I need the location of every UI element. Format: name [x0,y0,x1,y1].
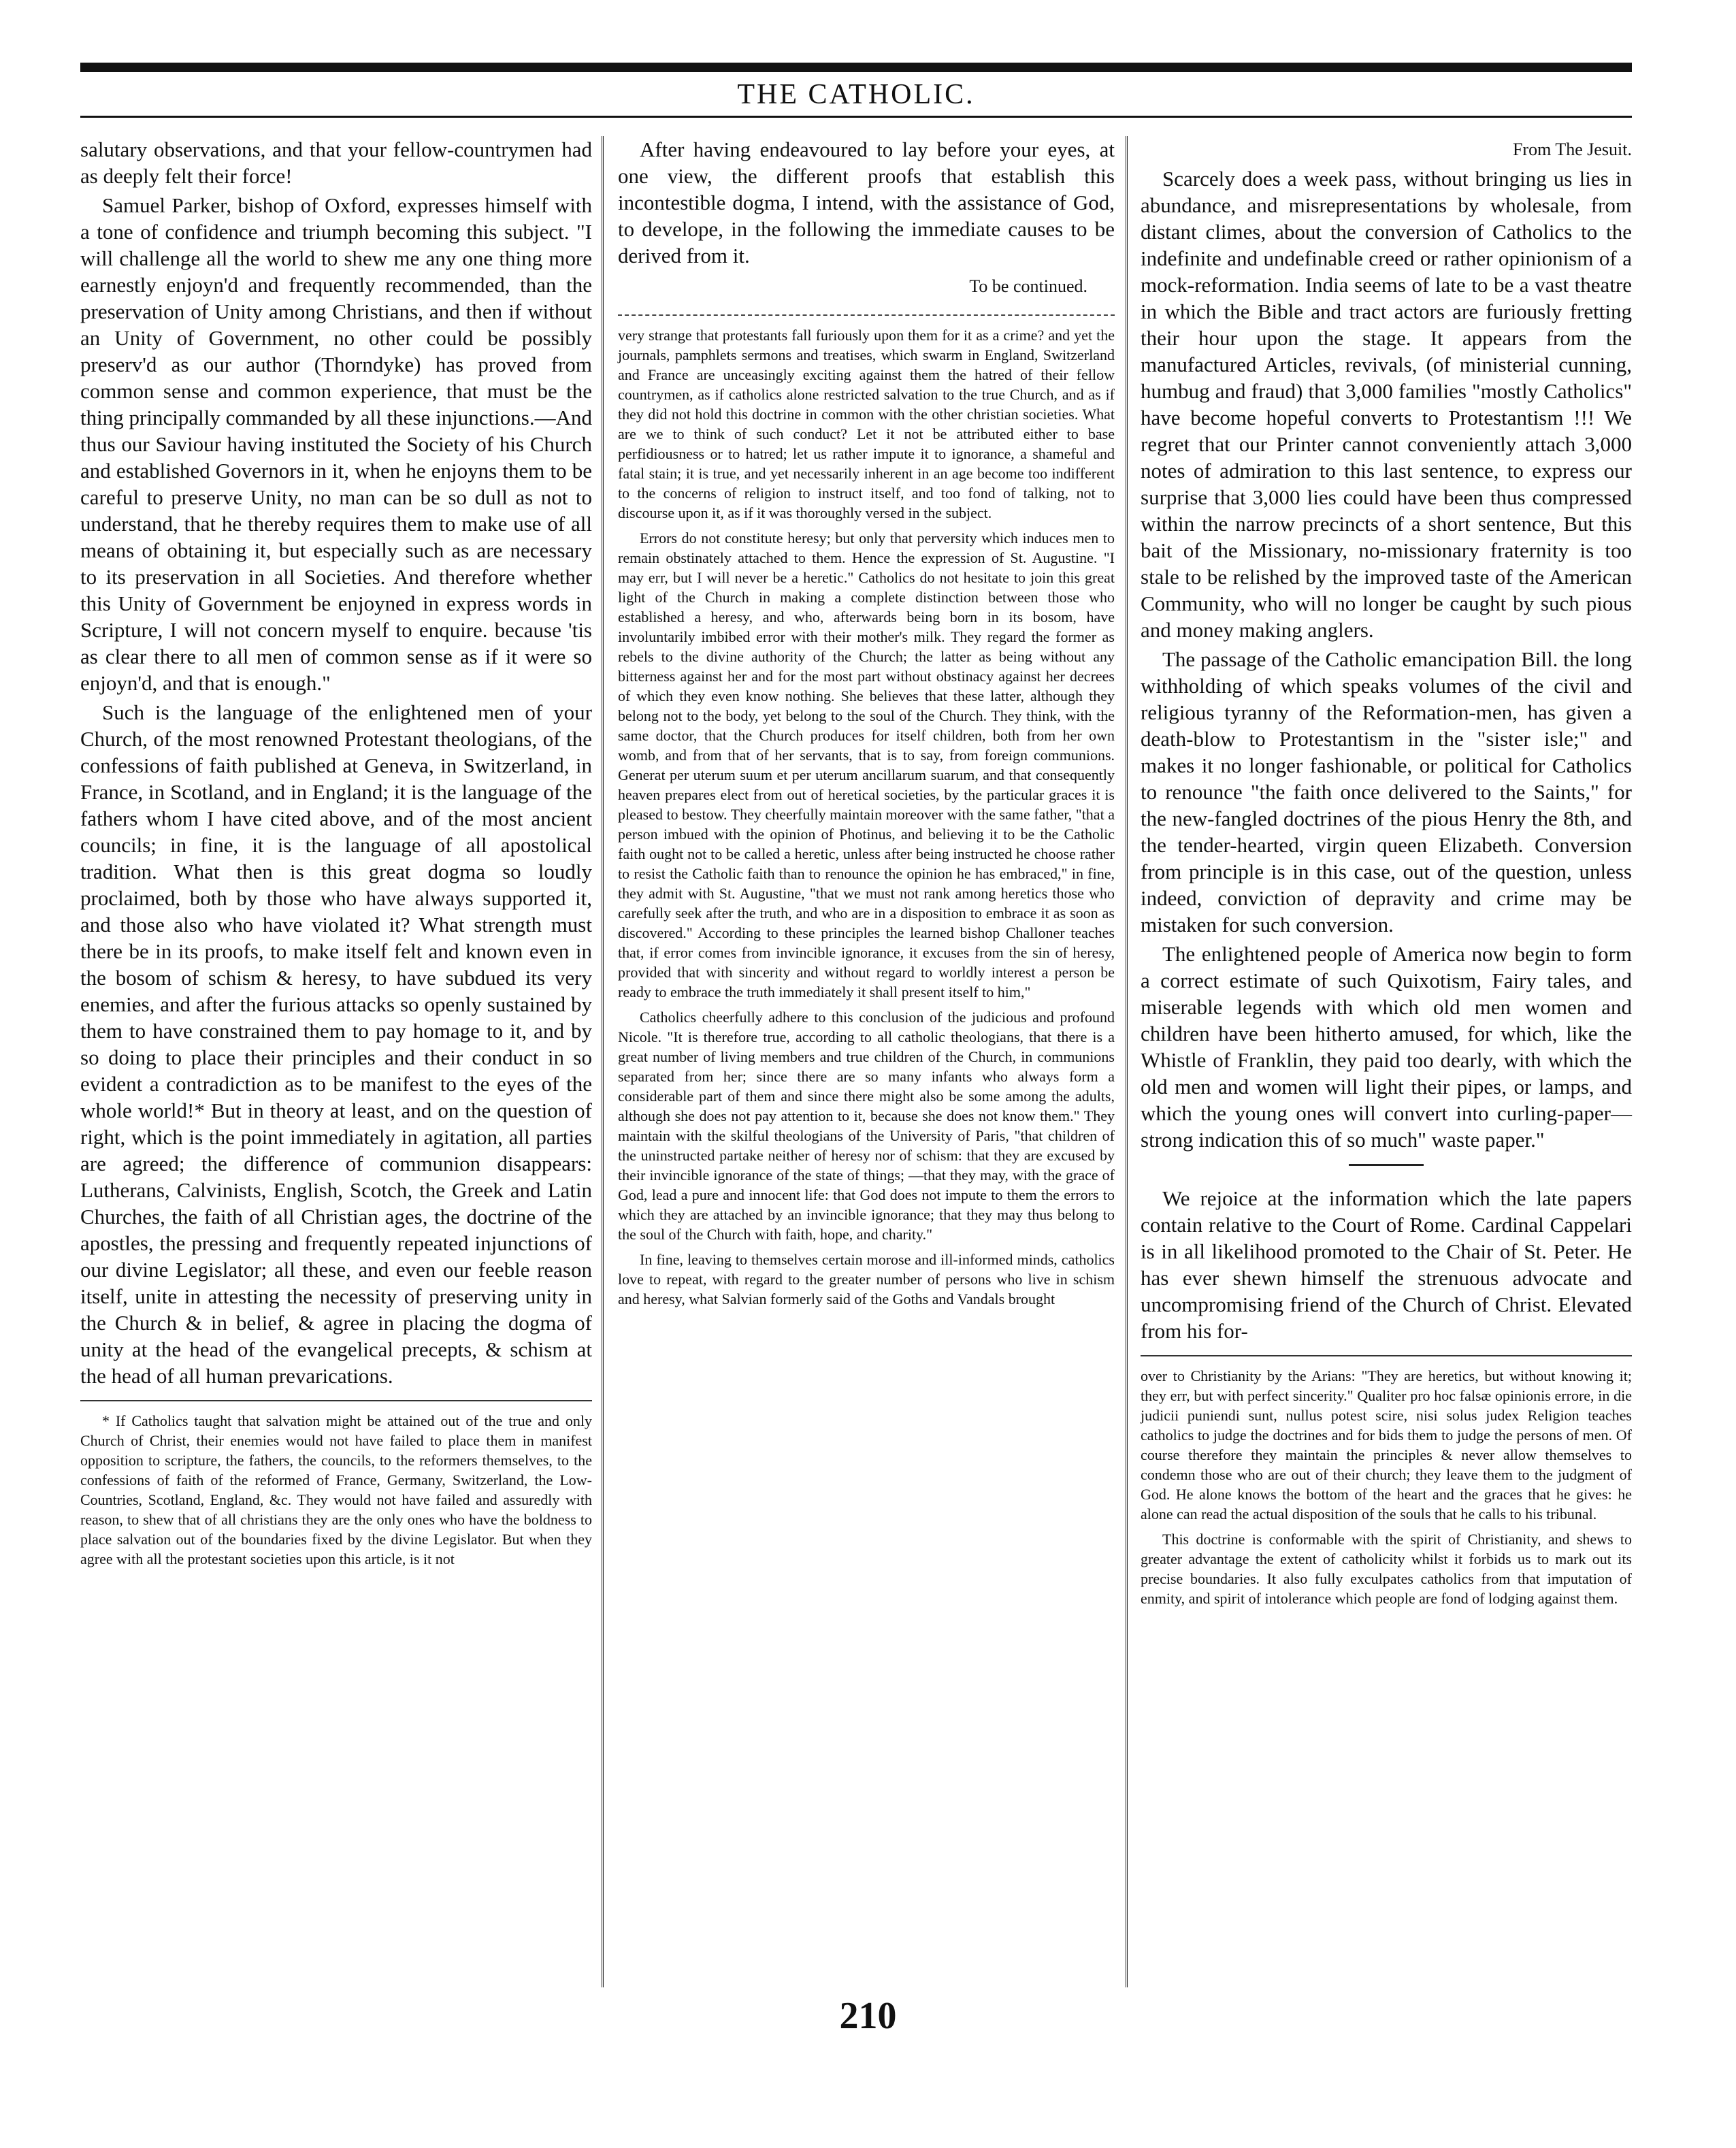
column-divider-2 [1126,136,1128,1987]
top-rule [80,63,1632,72]
footnote-separator [80,1400,592,1401]
page-header [80,74,1632,118]
article-paragraph: Scarcely does a week pass, without bringing us lies in abundance, and misrepresentations by wholesale, from distant climes, about the conversion of Catholics to the indefinite and undefinable creed or rather opinionism of a mock-reformation. India seems of late to be a vast theatre in which the Bible and tract actors are furiously fretting their hour upon the stage. It appears from the manufactured Articles, revivals, (of ministerial cunning, humbug and fraud) that 3,000 families "mostly Catholics" have become hopeful converts to Protestantism !!! We regret that our Printer cannot conveniently attach 3,000 notes of admiration to this last sentence, to express our surprise that 3,000 lies could have been thus compressed within the narrow precincts of a short sentence, But this bait of the Missionary, no-missionary fraternity is too stale to be relished by the improved taste of the American Community, who will no longer be caught by such pious and money making anglers. [1141,167,1632,642]
article-paragraph: Such is the language of the enlightened men of your Church, of the most renowned Protestant theologians, of the confessions of faith published at Geneva, in Switzerland, in France, in Scotland, and in England; it is the language of the fathers whom I have cited above, and of the most ancient councils; in fine, it is the language of all apostolical tradition. What then is this great dogma so loudly proclaimed, both by those who have always supported it, and those also who have violated it? What strength must there be in its proofs, to make itself felt and known even in the bosom of schism & heresy, to have subdued its very enemies, and after the furious attacks so openly sustained by them to have constrained them to pay homage to it, and by so doing to place their principles and their conduct in so evident a contradiction as to be manifest to the eyes of the whole world!* But in theory at least, and on the question of right, which is the point immediately in agitation, all parties are agreed; the difference of communion disappears: Lutherans, Calvinists, English, Scotch, the Greek and Latin Churches, the faith of all Christian ages, the doctrine of the apostles, the pressing and frequently repeated injunctions of our divine Legislator; all these, and even our feeble reason itself, unite in attesting the necessity of preserving unity in the Church & in belief, & agree in placing the dogma of unity at the head of the evangelical precepts, & schism at the head of all human prevarications. [80,700,592,1388]
footnote-paragraph: over to Christianity by the Arians: "They are heretics, but without knowing it; they err, but with perfect sincerity." Qualiter pro hoc falsæ opinionis errore, in die judicii puniendi sunt, nullus potest scire, nisi solus judex Religion teaches catholics to judge the doctrines and for bids them to judge the persons of men. Of course therefore they maintain the principles & never allow themselves to condemn those who are out of their church; they leave them to the judgment of God. He alone knows the bottom of the heart and the graces that he gives: he alone can read the actual disposition of the souls that he calls to his tribunal. [1141,1367,1632,1523]
section-divider [1349,1164,1424,1166]
footnote-paragraph: very strange that protestants fall furiously upon them for it as a crime? and yet the journals, pamphlets sermons and treatises, which swarm in England, Switzerland and France are unceasingly exciting against them the hatred of their fellow countrymen, as if catholics alone restricted salvation to the true Church, and as if they did not hold this doctrine in common with the other christian societies. What are we to think of such conduct? Let it not be attributed either to base perfidiousness or to hatred; let us rather impute it to ignorance, a shameful and fatal stain; it is true, and yet necessarily inherent in an age become too indifferent to the concerns of religion to instruct itself, and too fond of talking, not to discourse upon it, as if it was thoroughly versed in the subject. [618,327,1115,521]
column-1 [80,136,592,1574]
footnote-separator [618,314,1115,316]
footnote-continuation [1141,1366,1632,1608]
footnote-separator [1141,1355,1632,1356]
footnote-paragraph: Catholics cheerfully adhere to this conclusion of the judicious and profound Nicole. "It is therefore true, according to all catholic theologians, that there is a great number of living members and true children of the Church, in communions separated from her; since there are so many infants who always form a considerable part of them and since there might also be some among the adults, although she does not pay attention to it, because she does not know them." They maintain with the skilful theologians of the University of Paris, "that children of the uninstructed partake neither of heresy nor of schism: that they are excused by their invincible ignorance of the state of things; —that they may, with the grace of God, lead a pure and innocent life: that God does not impute to them the errors to which they are attached by an invincible ignorance; that they may thus belong to the soul of the Church with faith, hope, and charity." [618,1009,1115,1243]
source-attribution: From The Jesuit. [1512,140,1632,159]
footnote-paragraph: This doctrine is conformable with the spirit of Christianity, and shews to greater advantage the extent of catholicity whilst it forbids us to mark out its precise boundaries. It also fully exculpates catholics from that imputation of enmity, and spirit of intolerance which people are fond of lodging against them. [1141,1531,1632,1607]
column-divider-1 [602,136,604,1987]
footnote-continuation [618,325,1115,1309]
page-number: 210 [839,1995,897,2037]
column-3 [1141,136,1632,1614]
article-paragraph: We rejoice at the information which the late papers contain relative to the Court of Rome. Cardinal Cappelari is in all likelihood promoted to the Chair of St. Peter. He has ever shewn himself the strenuous advocate and uncompromising friend of the Church of Christ. Elevated from his for- [1141,1186,1632,1343]
continued-note: To be continued. [969,276,1087,296]
footnote [80,1411,592,1569]
article-paragraph: The enlightened people of America now begin to form a correct estimate of such Quixotism, Fairy tales, and miserable legends with which old men women and children have been hitherto amused, for which, like the Whistle of Franklin, they paid too dearly, with which the old men and women will light their pipes, or lamps, and which the young ones will convert into curling-paper—strong indication this of so much" waste paper." [1141,942,1632,1152]
article-paragraph: salutary observations, and that your fellow-countrymen had as deeply felt their force! [80,137,592,188]
footnote-text: * If Catholics taught that salvation might be attained out of the true and only Church of Christ, their enemies would not have failed to place them in manifest opposition to scripture, the fathers, the councils, to the reformers themselves, to the confessions of faith of the reformed of France, Germany, Switzerland, the Low-Countries, Scotland, England, &c. They would not have failed and assuredly with reason, to shew that of all christians they are the only ones who have the boldness to place salvation out of the boundaries fixed by the divine Legislator. But when they agree with all the protestant societies upon this article, is it not [80,1412,592,1567]
newspaper-title: THE CATHOLIC. [737,79,975,110]
article-paragraph: Samuel Parker, bishop of Oxford, expresses himself with a tone of confidence and triumph becoming this subject. "I will challenge all the world to shew me any one thing more earnestly enjoyn'd and frequently recommended, than the preservation of Unity among Christians, and then if without an Unity of Government, no other could be possibly preserv'd as our author (Thorndyke) has proved from common sense and common experience, that must be the thing principally commanded by all these injunctions.—And thus our Saviour having instituted the Society of his Church and established Governors in it, when he enjoyns them to be careful to preserve Unity, no man can be so dull as not to understand, that he thereby requires them to make use of all means of obtaining it, but especially such as are necessary to its preservation in all Societies. And therefore whether this Unity of Government be enjoyned in express words in Scripture, I will not concern myself to enquire. because 'tis as clear there to all men of common sense as if it were so enjoyn'd, and that is enough." [80,193,592,695]
footnote-paragraph: Errors do not constitute heresy; but only that perversity which induces men to remain obstinately attached to them. Hence the expression of St. Augustine. "I may err, but I will never be a heretic." Catholics do not hesitate to join this great light of the Church in making a complete distinction between those who established a heresy, and who, afterwards being born in its bosom, have involuntarily imbibed error with their mother's milk. They regard the former as rebels to the divine authority of the Church; the latter as being without any bitterness against her and for the most part without obstinacy against her decrees of which they even know nothing. She believes that these latter, although they belong not to the body, yet belong to the soul of the Church. They think, with the same doctor, that the Church produces for itself children, both from her own womb, and from that of her servants, that is to say, from foreign communions. Generat per uterum suum et per uterum ancillarum suarum, and that consequently heaven prepares elect from out of heretical societies, by the particular graces it is pleased to bestow. They cheerfully maintain moreover with the same father, "that a person imbued with the opinion of Photinus, and believing it to be the Catholic faith ought not to be called a heretic, unless after being instructed he choose rather to resist the Catholic faith than to renounce the opinion he has embraced," in fine, they admit with St. Augustine, "that we must not rank among heretics those who carefully seek after the truth, and who are in a disposition to embrace it as soon as discovered." According to these principles the learned bishop Challoner teaches that, if error comes from invincible ignorance, it excuses from the sin of heresy, provided that with sincerity and without regard to worldly interest a person be ready to embrace the truth immediately it shall present itself to him," [618,530,1115,1000]
column-2 [618,136,1115,1314]
article-paragraph: The passage of the Catholic emancipation Bill. the long withholding of which speaks volumes of the civil and religious tyranny of the Reformation-men, has given a death-blow to Protestantism in the "sister isle;" and makes it no longer fashionable, or political for Catholics to renounce "the faith once delivered to the Saints," for the new-fangled doctrines of the pious Henry the 8th, and the tender-hearted, virgin queen Elizabeth. Conversion from principle is in this case, out of the question, unless indeed, conviction of depravity and crime may be mistaken for such conversion. [1141,647,1632,937]
footnote-paragraph: In fine, leaving to themselves certain morose and ill-informed minds, catholics love to repeat, with regard to the greater number of persons who live in schism and heresy, what Salvian formerly said of the Goths and Vandals brought [618,1251,1115,1307]
article-paragraph: After having endeavoured to lay before your eyes, at one view, the different proofs that establish this incontestible dogma, I intend, with the assistance of God, to develope, in the following the immediate causes to be derived from it. [618,137,1115,267]
